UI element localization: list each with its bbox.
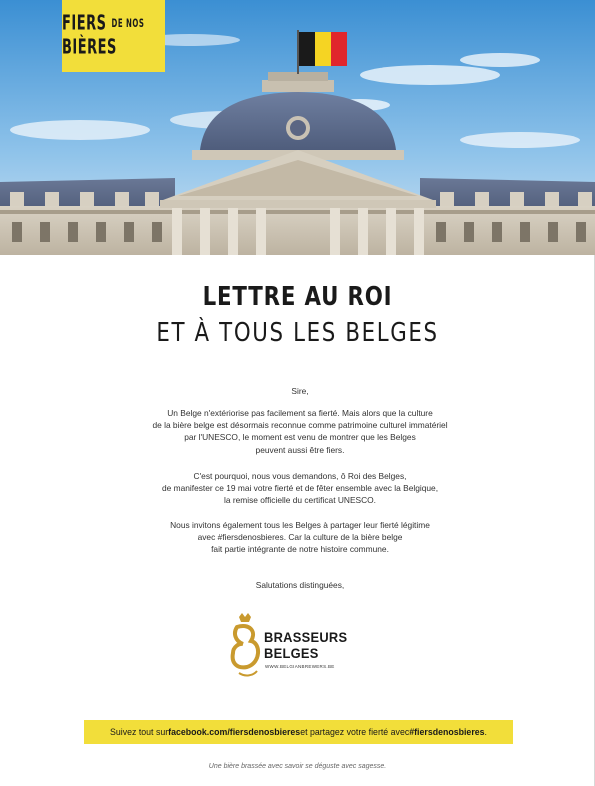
- letter-salutation: Sire,: [291, 386, 309, 396]
- fiers-de-nos-bieres-logo: [62, 0, 165, 72]
- crowned-b-icon: [227, 613, 263, 679]
- title-line-2: ET À TOUS LES BELGES: [156, 318, 439, 348]
- brewers-name-line-1: BRASSEURS: [264, 629, 348, 645]
- letter-closing: Salutations distinguées,: [255, 580, 345, 590]
- brewers-url: WWW.BELGIANBREWERS.BE: [265, 664, 335, 669]
- letter-paragraph-1: Un Belge n'extériorise pas facilement sa fierté. Mais alors que la culture de la bière belge est désormais reconnue comme patrimoine culturel immatériel par l'UNESCO, le moment est venu de montrer que les Belges peuvent aussi être fiers.: [152, 408, 448, 455]
- brasseurs-belges-logo: [227, 613, 377, 683]
- responsible-drinking-note: Une bière brassée avec savoir se déguste avec sagesse.: [208, 763, 387, 770]
- brewers-name-line-2: BELGES: [264, 645, 319, 661]
- title-line-1: LETTRE AU ROI: [202, 282, 393, 312]
- hashtag-link[interactable]: #fiersdenosbieres: [409, 727, 485, 737]
- facebook-link[interactable]: facebook.com/fiersdenosbieres: [168, 727, 301, 737]
- logo-wordmark: FIERS DE NOS BIÈRES: [62, 12, 145, 60]
- social-banner: Suivez tout sur facebook.com/fiersdenosbieres et partagez votre fierté avec #fiersdenosbieres .: [84, 720, 513, 744]
- letter-paragraph-3: Nous invitons également tous les Belges à partager leur fierté légitime avec #fiersdenosbieres. Car la culture de la bière belge fait partie intégrante de notre histoire commune.: [170, 520, 430, 555]
- letter-paragraph-2: C'est pourquoi, nous vous demandons, ô Roi des Belges, de manifester ce 19 mai votre fierté et de fêter ensemble avec la Belgique, la remise officielle du certificat UNESCO.: [161, 471, 439, 506]
